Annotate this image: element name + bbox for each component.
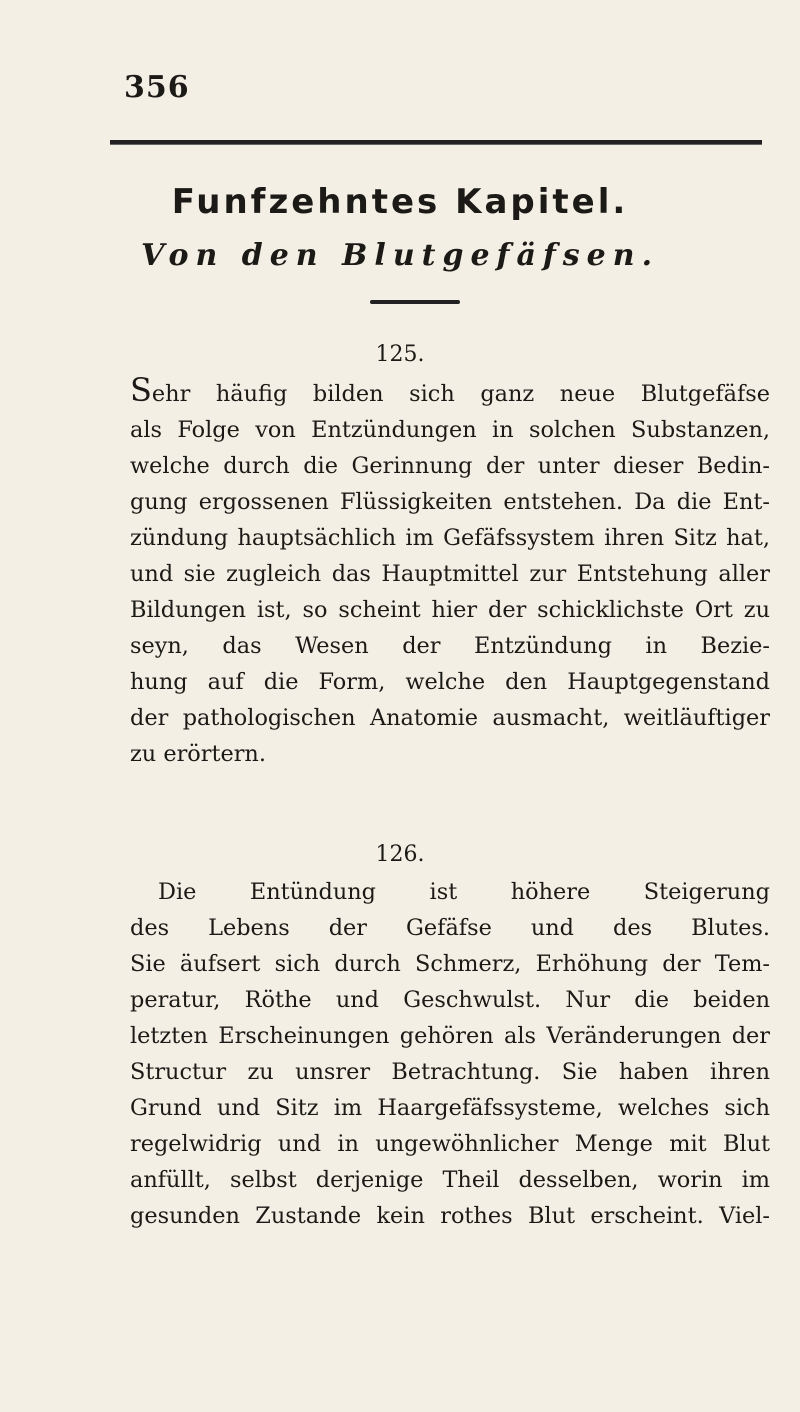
title-rule [370,300,460,304]
text-line: als Folge von Entzündungen in solchen Substanzen, [130,417,770,443]
text-line: gesunden Zustande kein rothes Blut erscheint. Viel- [130,1203,770,1229]
text-line: zu erörtern. [130,741,266,767]
text-line: der pathologischen Anatomie ausmacht, weitläuftiger [130,705,770,731]
text-line: des Lebens der Gefäfse und des Blutes. [130,915,770,941]
text-line: Grund und Sitz im Haargefäfssysteme, welches sich [130,1095,770,1121]
text-line: zündung hauptsächlich im Gefäfssystem ihren Sitz hat, [130,525,770,551]
section-126-text [130,874,770,1234]
text-line: regelwidrig und in ungewöhnlicher Menge mit Blut [130,1131,770,1157]
section-number-125: 125. [375,342,425,367]
text-line: und sie zugleich das Hauptmittel zur Entstehung aller [130,561,770,587]
section-125-text [130,372,770,772]
page-number: 356 [124,70,190,105]
text-line: Die Entündung ist höhere Steigerung [158,879,770,905]
section-number-126: 126. [375,842,425,867]
text-line: Sehr häufig bilden sich ganz neue Blutgefäfse [130,371,770,409]
text-line: Bildungen ist, so scheint hier der schicklichste Ort zu [130,597,770,623]
text-line: anfüllt, selbst derjenige Theil desselben, worin im [130,1167,770,1193]
chapter-subtitle: Von den Blutgefäfsen. [140,238,660,273]
text-line: letzten Erscheinungen gehören als Veränderungen der [130,1023,770,1049]
header-rule [110,140,762,145]
text-line: Sie äufsert sich durch Schmerz, Erhöhung der Tem- [130,951,770,977]
text-line: hung auf die Form, welche den Hauptgegenstand [130,669,770,695]
text-line: welche durch die Gerinnung der unter dieser Bedin- [130,453,770,479]
text-line: seyn, das Wesen der Entzündung in Bezie- [130,633,770,659]
text-line: Structur zu unsrer Betrachtung. Sie haben ihren [130,1059,770,1085]
chapter-title: Funfzehntes Kapitel. [171,182,629,222]
text-line: peratur, Röthe und Geschwulst. Nur die beiden [130,987,770,1013]
text-line: gung ergossenen Flüssigkeiten entstehen. Da die Ent- [130,489,770,515]
